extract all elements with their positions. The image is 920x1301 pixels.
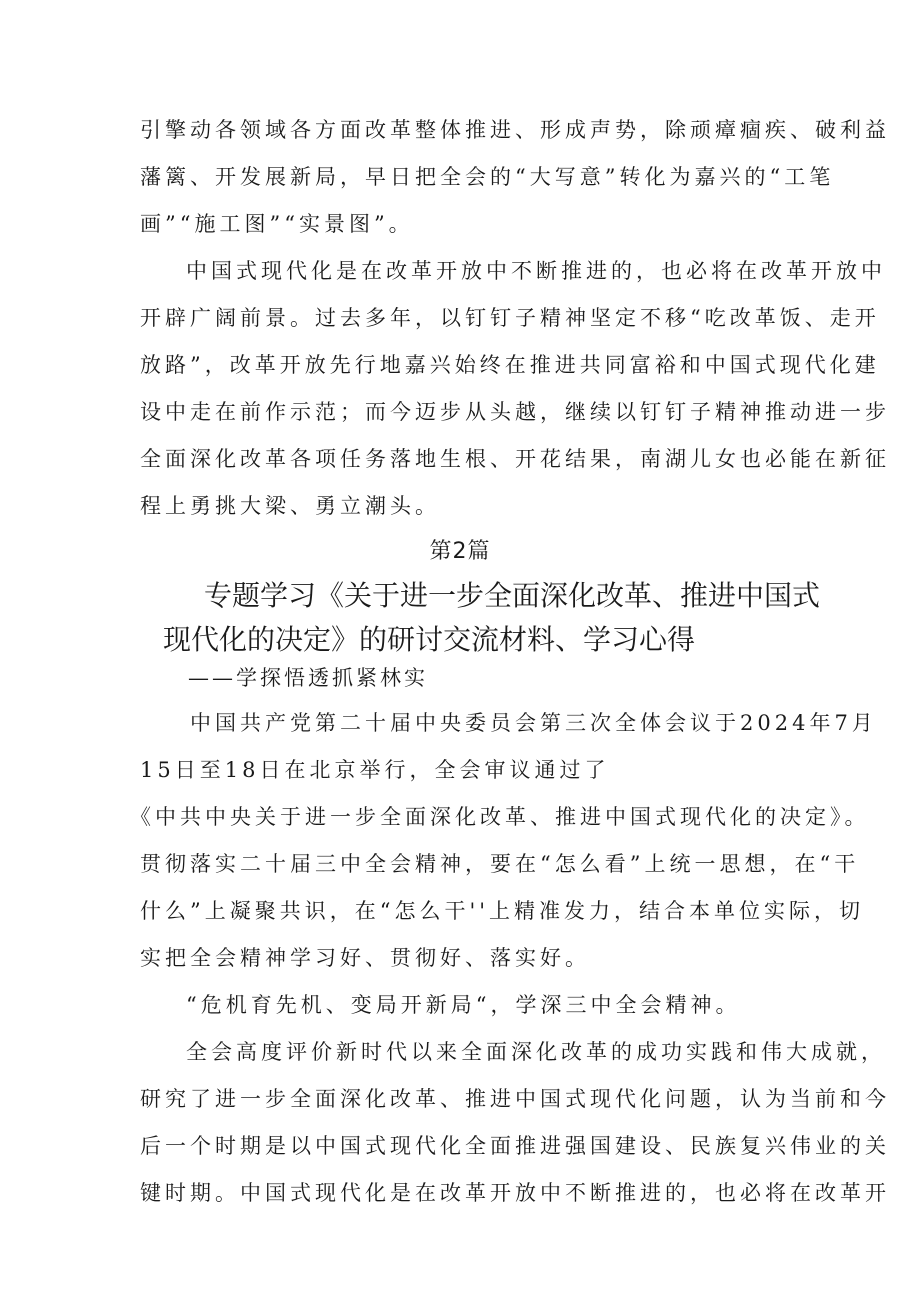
paragraph-line: 15日至18日在北京举行，全会审议通过了 xyxy=(140,758,610,782)
paragraph-line: 键时期。中国式现代化是在改革开放中不断推进的，也必将在改革开 xyxy=(140,1181,890,1205)
paragraph-line: 放路”，改革开放先行地嘉兴始终在推进共同富裕和中国式现代化建 xyxy=(140,353,880,377)
paragraph-line: 设中走在前作示范；而今迈步从头越，继续以钉钉子精神推动进一步 xyxy=(140,400,890,424)
paragraph-line: 研究了进一步全面深化改革、推进中国式现代化问题，认为当前和今 xyxy=(140,1087,890,1111)
article-title-line-1: 专题学习《关于进一步全面深化改革、推进中国式 xyxy=(204,579,821,612)
paragraph-line: 画”“施工图”“实景图”。 xyxy=(140,212,414,236)
paragraph-line: 程上勇挑大梁、勇立潮头。 xyxy=(140,494,440,518)
paragraph-line: 藩篱、开发展新局，早日把全会的“大写意”转化为嘉兴的“工笔 xyxy=(140,165,835,189)
paragraph-line: 《中共中央关于进一步全面深化改革、推进中国式现代化的决定》。 xyxy=(130,805,870,829)
paragraph-line: 贯彻落实二十届三中全会精神，要在“怎么看”上统一思想，在“干 xyxy=(140,852,860,876)
article-subtitle: ——学探悟透抓紧林实 xyxy=(188,666,428,690)
section-number: 第2篇 xyxy=(429,539,491,564)
paragraph-line: 全面深化改革各项任务落地生根、开花结果，南湖儿女也必能在新征 xyxy=(140,447,890,471)
paragraph-line: “危机育先机、变局开新局“，学深三中全会精神。 xyxy=(186,993,741,1017)
paragraph-line: 引擎动各领域各方面改革整体推进、形成声势，除顽瘴痼疾、破利益 xyxy=(140,118,890,142)
article-title-line-2: 现代化的决定》的研讨交流材料、学习心得 xyxy=(163,623,696,656)
paragraph-line: 实把全会精神学习好、贯彻好、落实好。 xyxy=(140,946,590,970)
paragraph-line: 后一个时期是以中国式现代化全面推进强国建设、民族复兴伟业的关 xyxy=(140,1134,890,1158)
paragraph-line: 中国共产党第二十届中央委员会第三次全体会议于2024年7月 xyxy=(190,711,877,735)
paragraph-line: 全会高度评价新时代以来全面深化改革的成功实践和伟大成就， xyxy=(186,1040,886,1064)
paragraph-line: 什么”上凝聚共识，在“怎么干''上精准发力，结合本单位实际，切 xyxy=(140,899,865,923)
paragraph-line: 中国式现代化是在改革开放中不断推进的，也必将在改革开放中 xyxy=(186,259,886,283)
paragraph-line: 开辟广阔前景。过去多年，以钉钉子精神坚定不移“吃改革饭、走开 xyxy=(140,306,880,330)
